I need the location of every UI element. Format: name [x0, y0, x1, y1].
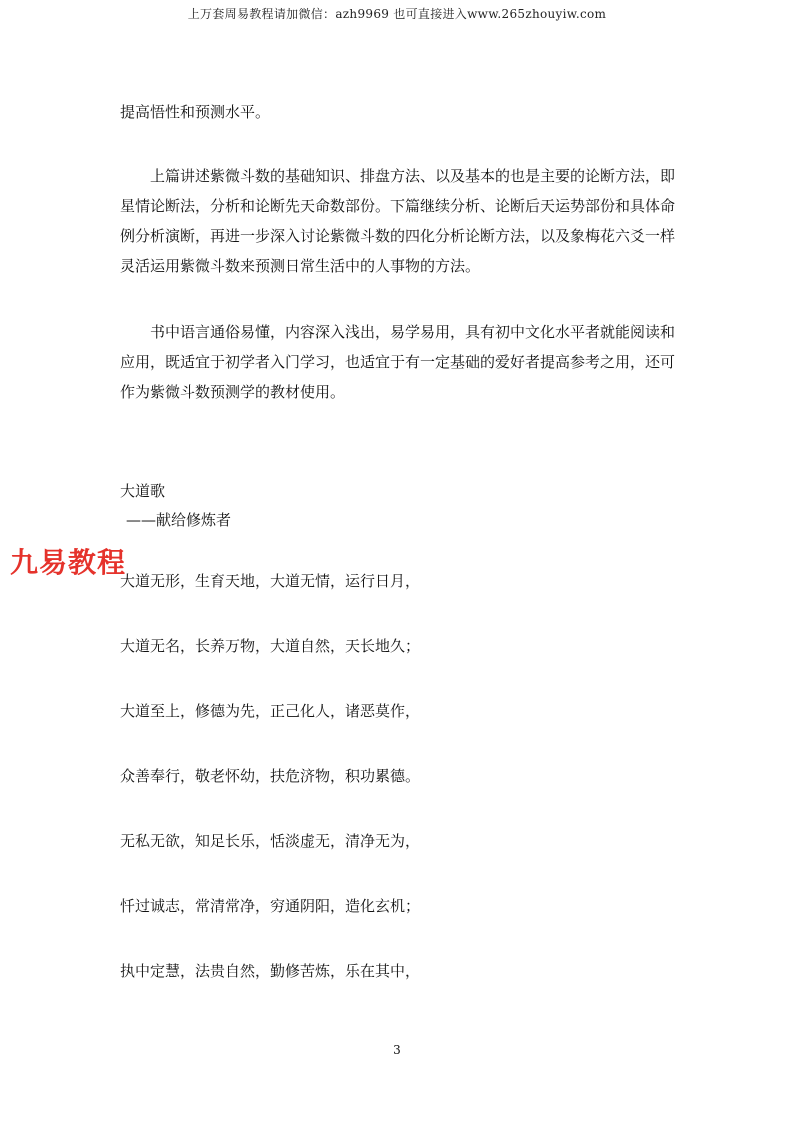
poem-line: 无私无欲，知足长乐，恬淡虚无，清净无为， [120, 832, 421, 850]
poem-line: 大道至上，修德为先，正己化人，诸恶莫作， [120, 702, 421, 720]
paragraph-intro-end: 提高悟性和预测水平。 [120, 103, 271, 121]
poem-subtitle: ——献给修炼者 [126, 511, 232, 529]
poem-line: 忏过诚志，常清常净，穷通阴阳，造化玄机； [120, 897, 421, 915]
poem-line: 大道无名，长养万物，大道自然，天长地久； [120, 637, 421, 655]
paragraph-book-audience: 书中语言通俗易懂，内容深入浅出，易学易用，具有初中文化水平者就能阅读和应用，既适宜于初学者入门学习，也适宜于有一定基础的爱好者提高参考之用，还可作为紫微斗数预测学的教材使用。 [120, 323, 676, 401]
page-number: 3 [393, 1043, 401, 1057]
poem-verses [120, 565, 420, 1020]
watermark-logo: 九易教程 [10, 546, 127, 579]
poem-line: 众善奉行，敬老怀幼，扶危济物，积功累德。 [120, 767, 421, 785]
poem-line: 执中定慧，法贵自然，勤修苦炼，乐在其中， [120, 962, 421, 980]
poem-title: 大道歌 [120, 482, 166, 500]
page-header: 上万套周易教程请加微信：azh9969 也可直接进入www.265zhouyiw.com [187, 7, 607, 21]
paragraph-book-contents: 上篇讲述紫微斗数的基础知识、排盘方法、以及基本的也是主要的论断方法，即星情论断法，分析和论断先天命数部份。下篇继续分析、论断后天运势部份和具体命例分析演断，再进一步深入讨论紫微斗数的四化分析论断方法，以及象梅花六爻一样灵活运用紫微斗数来预测日常生活中的人事物的方法。 [120, 167, 676, 275]
poem-line: 大道无形，生育天地，大道无情，运行日月， [120, 572, 421, 590]
